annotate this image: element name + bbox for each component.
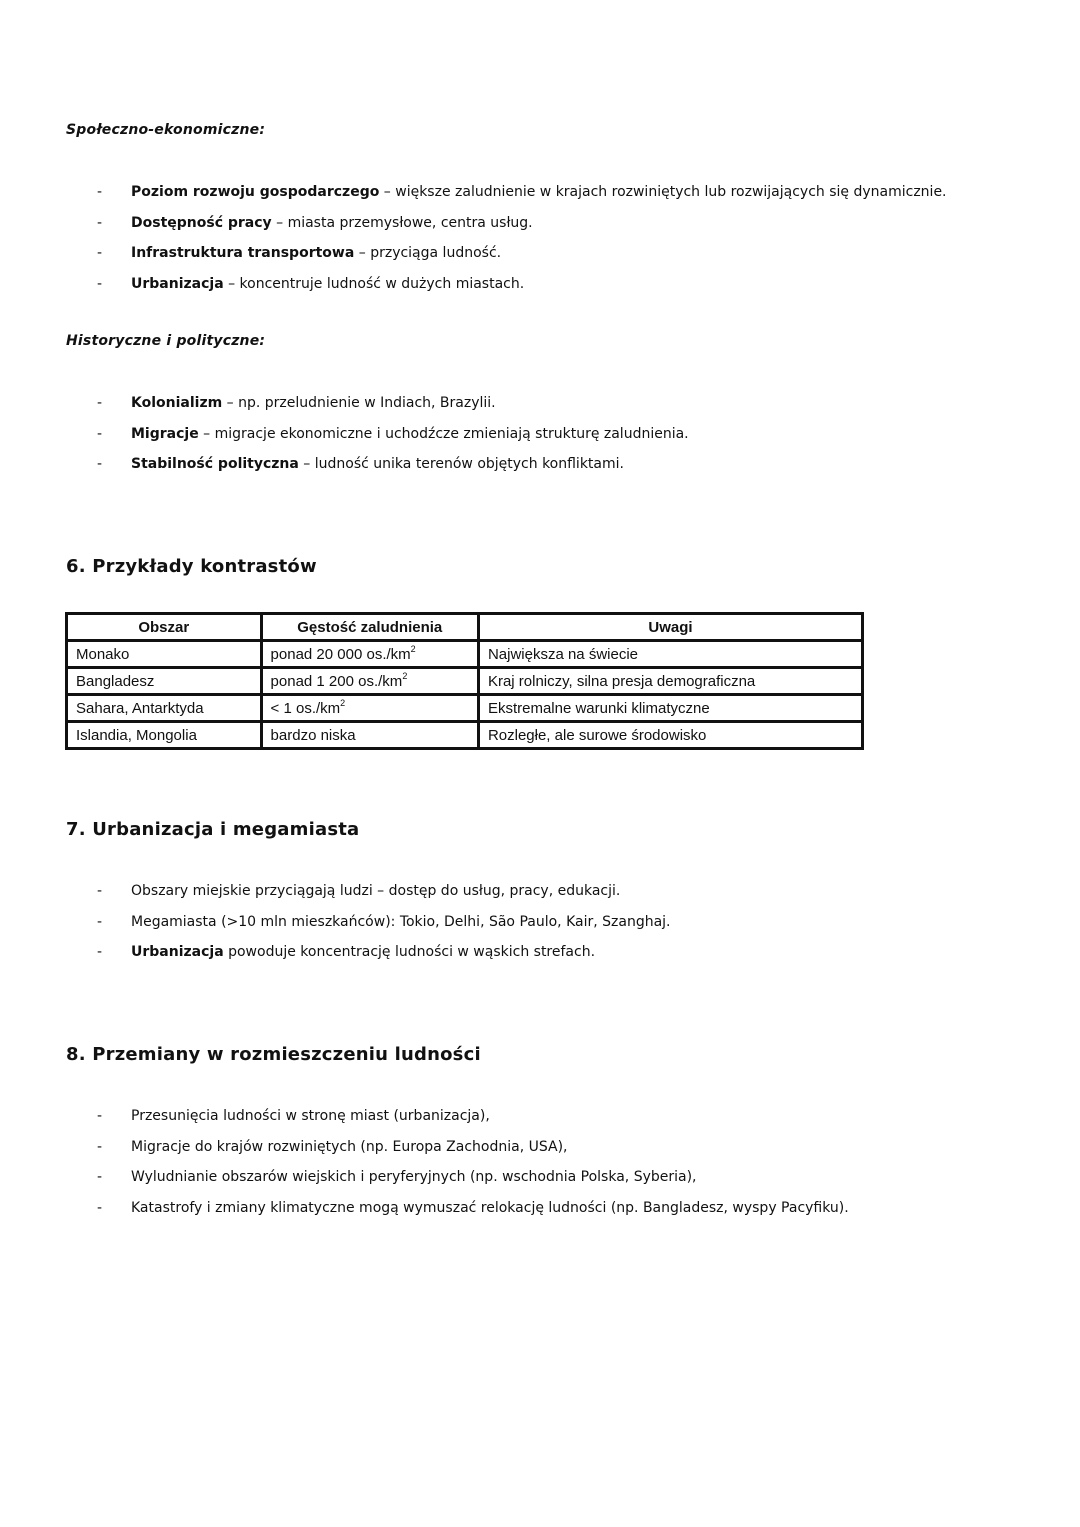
cell-density: < 1 $os./km^2$ xyxy=(261,695,478,722)
list-item xyxy=(0,423,1080,454)
description: Wyludnianie obszarów wiejskich i peryferyjnych (np. wschodnia Polska, Syberia), xyxy=(131,1169,697,1185)
bullet-dash: - xyxy=(97,214,103,231)
description: Megamiasta (>10 mln mieszkańców): Tokio, Delhi, São Paulo, Kair, Szanghaj. xyxy=(131,913,671,930)
contrast-table xyxy=(65,612,864,750)
description: powoduje koncentrację ludności w wąskich strefach. xyxy=(223,944,596,960)
cell-area: Bangladesz xyxy=(67,668,262,695)
list-item xyxy=(0,273,1080,304)
list-item xyxy=(0,911,1080,942)
table-header-row xyxy=(67,614,863,641)
bullet-dash: - xyxy=(97,913,103,930)
bullet-dash: - xyxy=(97,1199,103,1216)
description: Katastrofy i zmiany klimatyczne mogą wymuszać relokację ludności (np. Bangladesz, wyspy Pacyfiku). xyxy=(131,1199,849,1216)
table-row xyxy=(67,668,863,695)
description: – ludność unika terenów objętych konfliktami. xyxy=(298,456,624,472)
bullet-dash: - xyxy=(97,1169,103,1185)
term: Urbanizacja xyxy=(131,944,224,960)
term: Kolonializm xyxy=(131,395,223,411)
cell-notes: Ekstremalne warunki klimatyczne xyxy=(478,695,862,722)
list-item xyxy=(0,392,1080,423)
list-item xyxy=(0,941,1080,972)
list-item xyxy=(0,181,1080,212)
cell-density: bardzo niska xyxy=(261,722,478,749)
term: Urbanizacja xyxy=(131,275,224,292)
subheading-historical-political: Historyczne i polityczne: xyxy=(66,333,266,349)
description: – większe zaludnienie w krajach rozwiniętych lub rozwijających się dynamicznie. xyxy=(379,184,947,200)
section-title-urbanization: 7. Urbanizacja i megamiasta xyxy=(66,819,360,840)
term: Poziom rozwoju gospodarczego xyxy=(131,184,380,200)
urbanization-list xyxy=(0,880,1080,972)
cell-notes: Największa na świecie xyxy=(478,641,862,668)
section-title-contrasts: 6. Przykłady kontrastów xyxy=(66,556,317,577)
term: Stabilność polityczna xyxy=(131,456,299,472)
bullet-dash: - xyxy=(97,275,103,292)
column-header-notes: Uwagi xyxy=(478,614,862,641)
cell-density: ponad 20 000 $os./km^2$ xyxy=(261,641,478,668)
list-item xyxy=(0,1166,1080,1197)
list-item xyxy=(0,1197,1080,1228)
bullet-dash: - xyxy=(97,456,103,472)
description: – przyciąga ludność. xyxy=(354,245,502,261)
cell-notes: Kraj rolniczy, silna presja demograficzna xyxy=(478,668,862,695)
description: – koncentruje ludność w dużych miastach. xyxy=(223,275,525,292)
table-row xyxy=(67,695,863,722)
historical-political-list xyxy=(0,392,1080,484)
table-row xyxy=(67,641,863,668)
column-header-density: Gęstość zaludnienia xyxy=(261,614,478,641)
bullet-dash: - xyxy=(97,1108,103,1124)
description: Przesunięcia ludności w stronę miast (urbanizacja), xyxy=(131,1108,490,1124)
description: – migracje ekonomiczne i uchodźcze zmieniają strukturę zaludnienia. xyxy=(198,425,689,442)
term: Dostępność pracy xyxy=(131,214,272,231)
cell-notes: Rozległe, ale surowe środowisko xyxy=(478,722,862,749)
cell-area: Islandia, Mongolia xyxy=(67,722,262,749)
subheading-socio-economic: Społeczno-ekonomiczne: xyxy=(66,122,266,138)
bullet-dash: - xyxy=(97,883,103,899)
list-item xyxy=(0,1136,1080,1167)
list-item xyxy=(0,242,1080,273)
socio-economic-list xyxy=(0,181,1080,303)
description: – miasta przemysłowe, centra usług. xyxy=(271,214,533,231)
description: Migracje do krajów rozwiniętych (np. Europa Zachodnia, USA), xyxy=(131,1138,568,1155)
bullet-dash: - xyxy=(97,1138,103,1155)
table-row xyxy=(67,722,863,749)
description: – np. przeludnienie w Indiach, Brazylii. xyxy=(222,395,496,411)
term: Infrastruktura transportowa xyxy=(131,245,355,261)
cell-area: Sahara, Antarktyda xyxy=(67,695,262,722)
list-item xyxy=(0,212,1080,243)
bullet-dash: - xyxy=(97,425,103,442)
cell-area: Monako xyxy=(67,641,262,668)
distribution-changes-list xyxy=(0,1105,1080,1227)
bullet-dash: - xyxy=(97,184,103,200)
section-title-distribution-changes: 8. Przemiany w rozmieszczeniu ludności xyxy=(66,1044,481,1065)
bullet-dash: - xyxy=(97,944,103,960)
list-item xyxy=(0,453,1080,484)
list-item xyxy=(0,880,1080,911)
description: Obszary miejskie przyciągają ludzi – dostęp do usług, pracy, edukacji. xyxy=(131,883,621,899)
bullet-dash: - xyxy=(97,245,103,261)
list-item xyxy=(0,1105,1080,1136)
bullet-dash: - xyxy=(97,395,103,411)
term: Migracje xyxy=(131,425,199,442)
cell-density: ponad 1 200 $os./km^2$ xyxy=(261,668,478,695)
column-header-area: Obszar xyxy=(67,614,262,641)
